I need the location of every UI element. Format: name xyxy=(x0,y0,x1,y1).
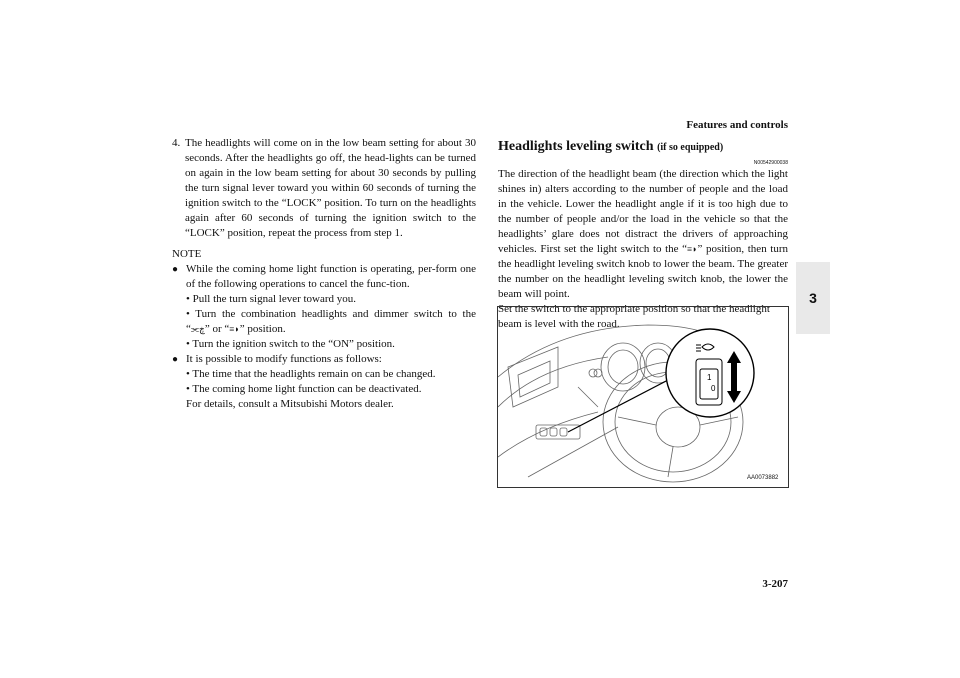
bullet-2-item-3: For details, consult a Mitsubishi Motors dealer. xyxy=(186,398,394,410)
item-text: • Turn the combination headlights and dimmer switch to the “ xyxy=(186,308,476,335)
page-header-title: Features and controls xyxy=(686,119,788,131)
page-number: 3-207 xyxy=(762,578,788,590)
switch-number-0: 0 xyxy=(711,384,716,393)
bullet-text: While the coming home light function is operating, per-form one of the following operations to cancel the func-tion. xyxy=(186,263,476,290)
step-number: 4. xyxy=(172,137,181,149)
bullet-2-item-1: • The time that the headlights remain on can be changed. xyxy=(186,368,436,380)
paragraph-1 xyxy=(498,167,788,302)
paragraph-text: ” position, then turn the headlight leveling switch knob to lower the beam. The greater the number on the headlight leveling switch knob, the lower the beam will point. xyxy=(498,243,788,300)
paragraph-text: The direction of the headlight beam (the direction which the light shines in) alters according to the number of people and the load in the vehicle. Lower the headlight angle if it is too high due to the number of people and/or the load in the vehicle so that the headlights’ glare does not distract the drivers of approaching vehicles. First set the light switch to the “ xyxy=(498,168,788,255)
bullet-dot-icon: ● xyxy=(172,264,179,275)
bullet-1-item-3: • Turn the ignition switch to the “ON” position. xyxy=(186,338,395,350)
step-4 xyxy=(172,136,476,241)
item-text: ” position. xyxy=(239,323,286,335)
note-bullet-2 xyxy=(172,352,476,367)
right-column xyxy=(498,139,788,332)
headlight-icon: ≡◗ xyxy=(687,244,698,254)
dashboard-illustration xyxy=(498,307,788,487)
heading-suffix: (if so equipped) xyxy=(657,142,724,153)
bullet-1-item-1: • Pull the turn signal lever toward you. xyxy=(186,293,357,305)
left-column xyxy=(172,136,476,412)
chapter-tab: 3 xyxy=(796,262,830,334)
bullet-dot-icon: ● xyxy=(172,354,179,365)
paragraph-2: Set the switch to the appropriate position so that the headlight beam is level with the road. xyxy=(498,303,770,330)
section-code: N00542900038 xyxy=(753,160,788,166)
parking-light-icon: ⫘ڿ xyxy=(190,324,205,334)
headlight-icon: ≡◗ xyxy=(229,324,240,334)
step-text: The headlights will come on in the low beam setting for about 30 seconds. After the headlights go off, the head-lights can be turned on again in the low beam setting for about 30 seconds by pulling the turn signal lever toward you within 60 seconds of turning the ignition switch to the “LOCK” position. To turn on the headlights again after 60 seconds of turning the ignition switch to the “LOCK” position, repeat the process from step 1. xyxy=(185,137,476,239)
dashboard-figure xyxy=(497,306,789,488)
figure-code: AA0073882 xyxy=(747,475,779,481)
note-bullet-1 xyxy=(172,262,476,292)
bullet-2-item-2: • The coming home light function can be deactivated. xyxy=(186,383,422,395)
bullet-text: It is possible to modify functions as follows: xyxy=(186,353,382,365)
bullet-1-item-2 xyxy=(172,307,476,337)
switch-number-1: 1 xyxy=(707,373,712,382)
note-heading: NOTE xyxy=(172,248,202,260)
heading-text: Headlights leveling switch xyxy=(498,139,654,154)
item-text: ” or “ xyxy=(204,323,230,335)
section-heading xyxy=(498,139,788,156)
